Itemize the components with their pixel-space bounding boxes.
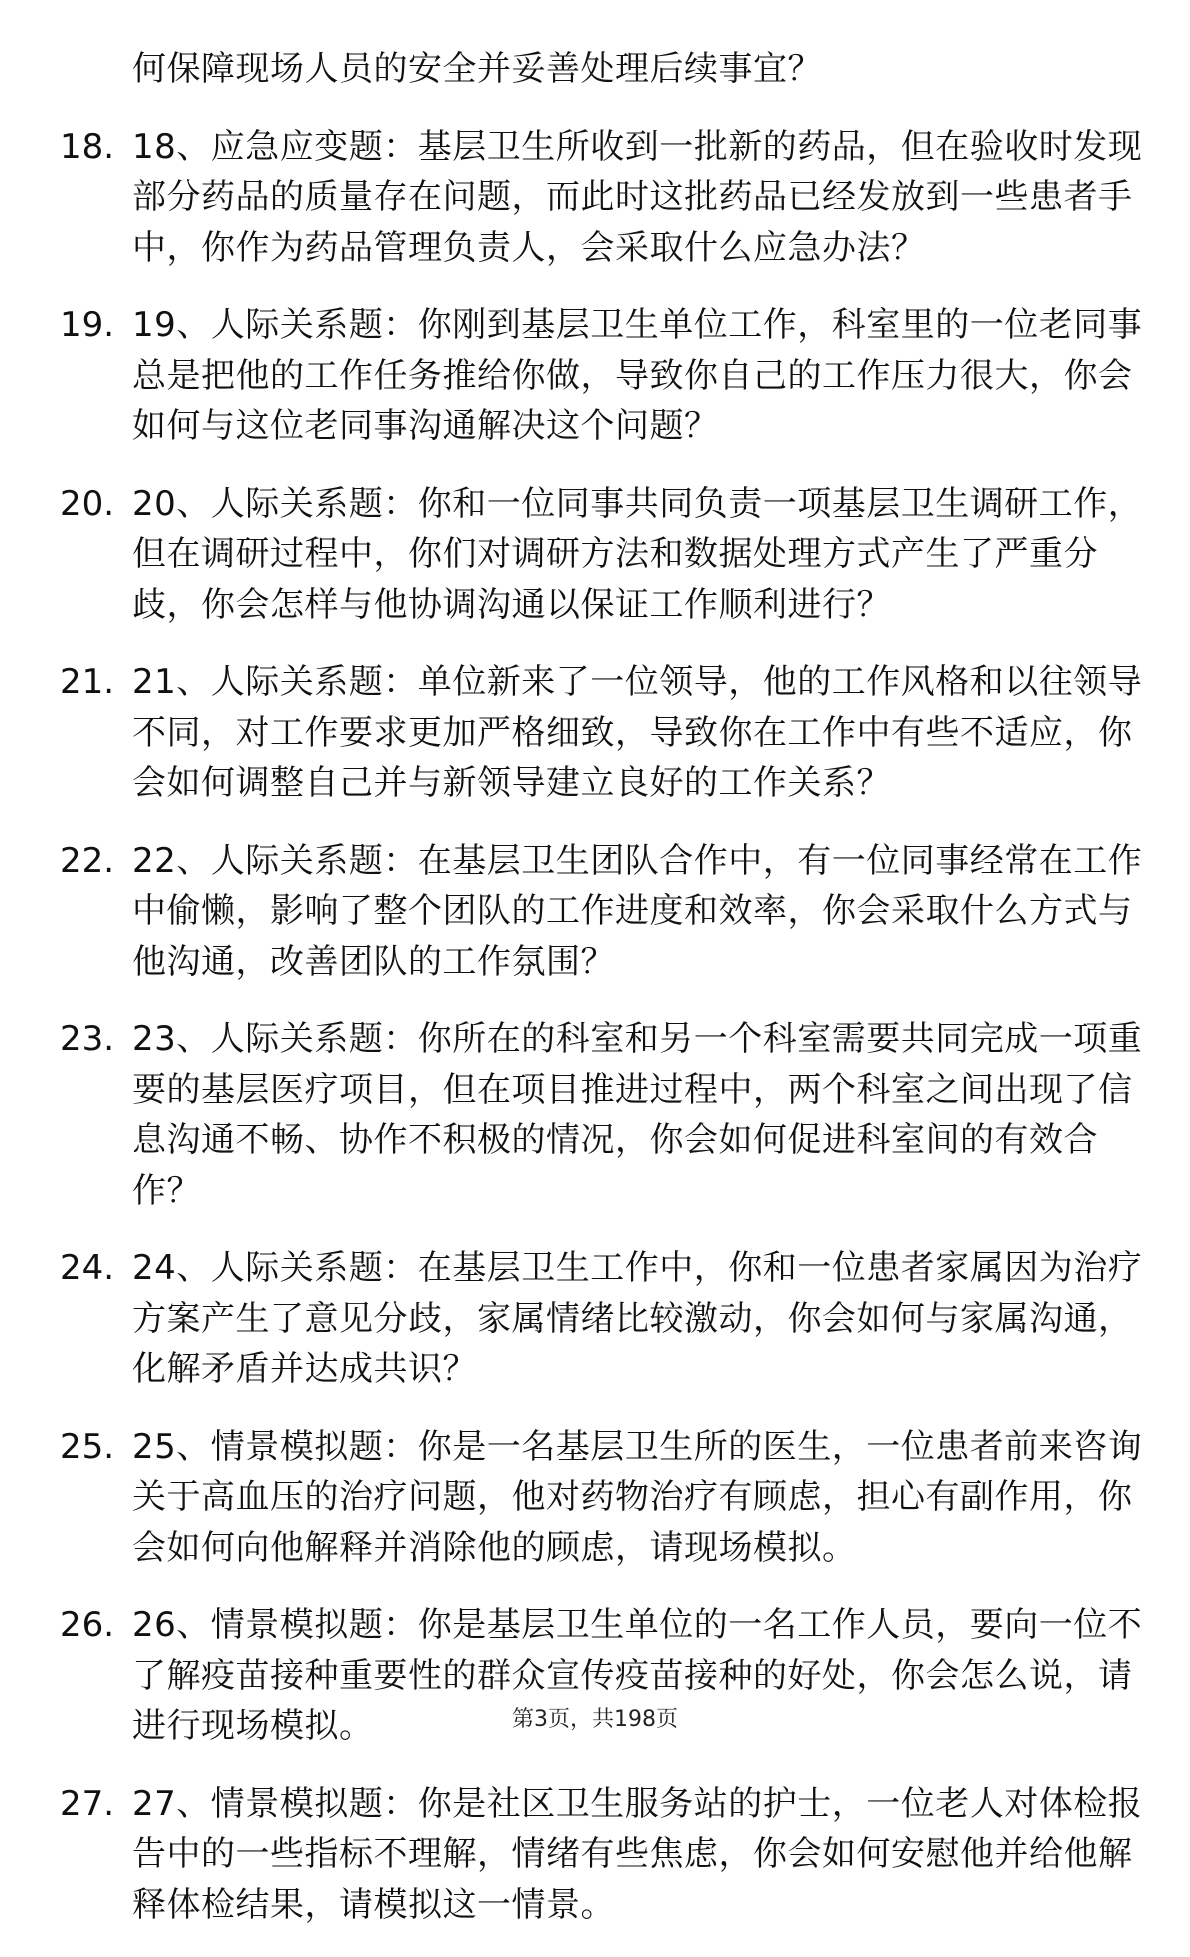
item-number: 22. xyxy=(60,840,115,881)
previous-question-continuation: 何保障现场人员的安全并妥善处理后续事宜？ xyxy=(132,49,822,89)
item-number: 18. xyxy=(60,126,115,167)
item-number: 20. xyxy=(60,483,115,524)
item-number: 23. xyxy=(60,1019,115,1059)
item-text: 27、情景模拟题：你是社区卫生服务站的护士，一位老人对体检报告中的一些指标不理解，情绪有些焦虑，你会如何安慰他并给他解释体检结果，请模拟这一情景。 xyxy=(132,1783,1143,1925)
list-item xyxy=(60,1422,1152,1574)
item-text: 24、人际关系题：在基层卫生工作中，你和一位患者家属因为治疗方案产生了意见分歧，家属情绪比较激动，你会如何与家属沟通，化解矛盾并达成共识？ xyxy=(132,1248,1143,1389)
list-item xyxy=(60,1779,1152,1931)
item-text: 18、应急应变题：基层卫生所收到一批新的药品，但在验收时发现部分药品的质量存在问题，而此时这批药品已经发放到一些患者手中，你作为药品管理负责人，会采取什么应急办法？ xyxy=(132,126,1143,268)
item-number: 24. xyxy=(60,1248,115,1288)
list-item xyxy=(60,122,1152,274)
item-text: 21、人际关系题：单位新来了一位领导，他的工作风格和以往领导不同，对工作要求更加严格细致，导致你在工作中有些不适应，你会如何调整自己并与新领导建立良好的工作关系？ xyxy=(132,662,1143,803)
list-item xyxy=(60,479,1152,631)
question-list xyxy=(60,44,1152,1957)
item-text: 23、人际关系题：你所在的科室和另一个科室需要共同完成一项重要的基层医疗项目，但在项目推进过程中，两个科室之间出现了信息沟通不畅、协作不积极的情况，你会如何促进科室间的有效合作？ xyxy=(132,1019,1143,1211)
item-number: 21. xyxy=(60,662,115,702)
item-number: 25. xyxy=(60,1426,115,1467)
item-number: 26. xyxy=(60,1605,115,1645)
item-number: 27. xyxy=(60,1783,115,1824)
item-text: 20、人际关系题：你和一位同事共同负责一项基层卫生调研工作，但在调研过程中，你们对调研方法和数据处理方式产生了严重分歧，你会怎样与他协调沟通以保证工作顺利进行？ xyxy=(132,483,1143,625)
item-text: 26、情景模拟题：你是基层卫生单位的一名工作人员，要向一位不了解疫苗接种重要性的群众宣传疫苗接种的好处，你会怎么说，请进行现场模拟。 xyxy=(132,1605,1143,1746)
item-text: 22、人际关系题：在基层卫生团队合作中，有一位同事经常在工作中偷懒，影响了整个团队的工作进度和效率，你会采取什么方式与他沟通，改善团队的工作氛围？ xyxy=(132,840,1143,982)
item-text: 25、情景模拟题：你是一名基层卫生所的医生，一位患者前来咨询关于高血压的治疗问题，他对药物治疗有顾虑，担心有副作用，你会如何向他解释并消除他的顾虑，请现场模拟。 xyxy=(132,1426,1143,1568)
list-item xyxy=(60,1014,1152,1216)
list-item xyxy=(60,657,1152,809)
list-item xyxy=(60,836,1152,988)
item-text: 19、人际关系题：你刚到基层卫生单位工作，科室里的一位老同事总是把他的工作任务推给你做，导致你自己的工作压力很大，你会如何与这位老同事沟通解决这个问题？ xyxy=(132,305,1143,446)
page-footer: 第3页，共198页 xyxy=(512,1707,678,1732)
list-item xyxy=(60,1243,1152,1395)
list-item xyxy=(60,300,1152,452)
item-number: 19. xyxy=(60,305,115,345)
